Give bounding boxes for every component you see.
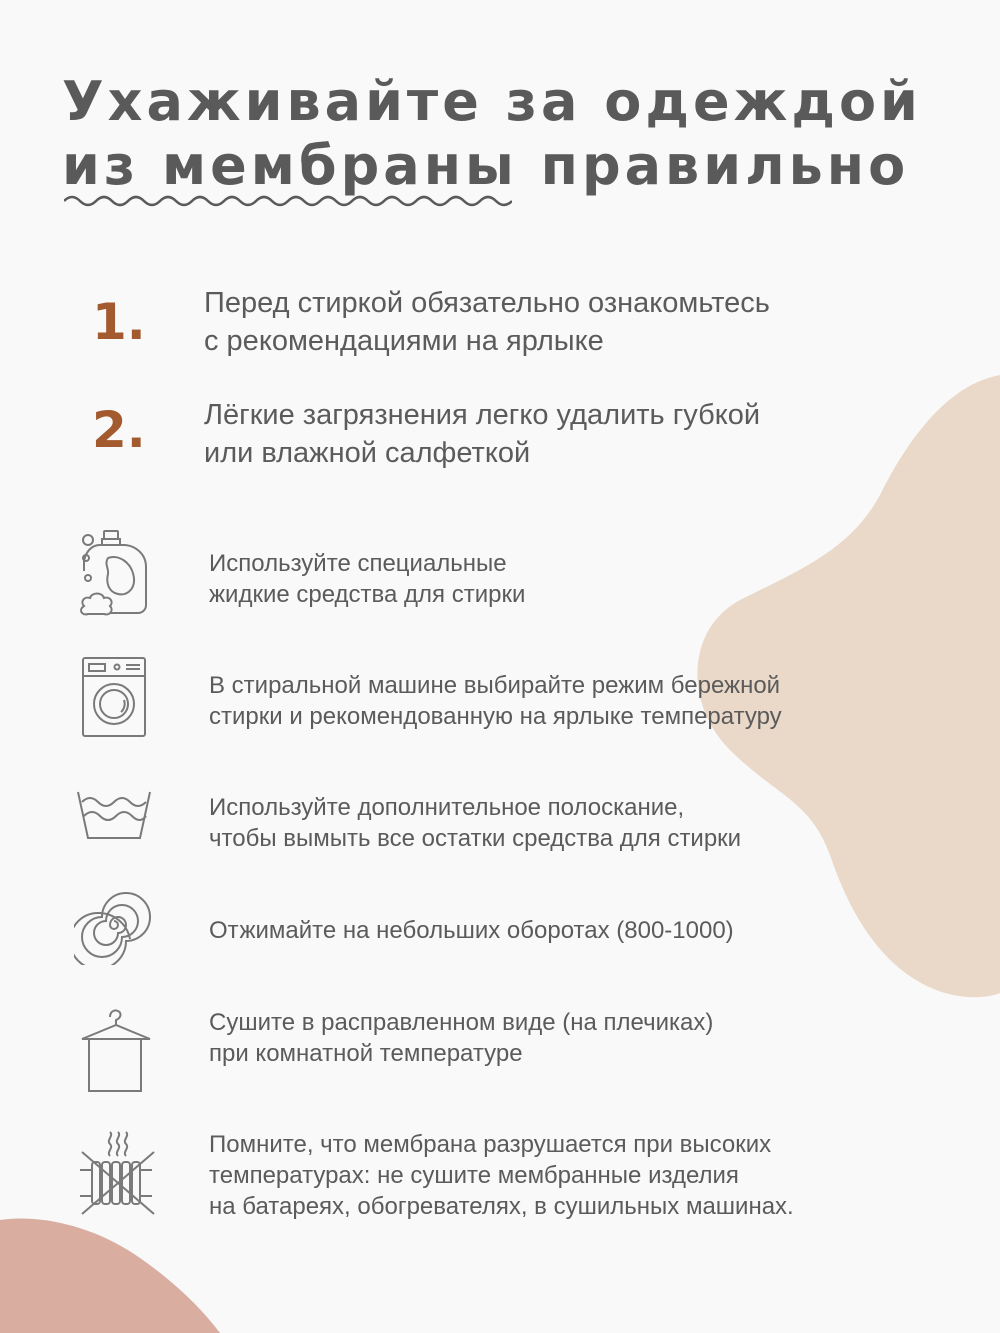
title-line-2: из мембраны правильно: [62, 134, 910, 197]
step-number-1: 1.: [92, 293, 146, 351]
title-line-1: Ухаживайте за одеждой: [62, 70, 922, 133]
tip-2-line-1: В стиральной машине выбирайте режим бережной: [209, 672, 781, 699]
wash-basin-icon: [74, 788, 154, 844]
tip-1-line-1: Используйте специальные: [209, 550, 507, 577]
step-1-line-2: с рекомендациями на ярлыке: [204, 325, 604, 357]
step-text-2: [204, 396, 760, 472]
page-title: [62, 70, 922, 198]
no-radiator-icon: [74, 1128, 158, 1218]
tip-detergent: [209, 548, 525, 610]
tip-high-temperature-warning: [209, 1129, 794, 1222]
tip-spin: [209, 915, 734, 946]
tip-3-line-2: чтобы вымыть все остатки средства для стирки: [209, 825, 742, 852]
tip-3-line-1: Используйте дополнительное полоскание,: [209, 794, 685, 821]
tip-4-line-1: Отжимайте на небольших оборотах (800-1000): [209, 917, 734, 944]
step-text-1: [204, 284, 770, 360]
step-1-line-1: Перед стиркой обязательно ознакомьтесь: [204, 287, 770, 319]
hanger-icon: [74, 1005, 154, 1093]
tip-rinse: [209, 792, 741, 854]
tip-6-line-3: на батареях, обогревателях, в сушильных машинах.: [209, 1193, 794, 1220]
wavy-underline-decoration: [64, 192, 512, 210]
tip-washing-machine: [209, 670, 782, 732]
tip-2-line-2: стирки и рекомендованную на ярлыке температуру: [209, 703, 782, 730]
step-2-line-1: Лёгкие загрязнения легко удалить губкой: [204, 399, 761, 431]
detergent-bottle-icon: [74, 528, 154, 616]
tip-dry-hanger: [209, 1007, 713, 1069]
tip-5-line-1: Сушите в расправленном виде (на плечиках): [209, 1009, 714, 1036]
step-number-2: 2.: [92, 401, 146, 459]
tip-6-line-2: температурах: не сушите мембранные изделия: [209, 1162, 739, 1189]
tip-6-line-1: Помните, что мембрана разрушается при высоких: [209, 1131, 772, 1158]
tip-5-line-2: при комнатной температуре: [209, 1040, 523, 1067]
spin-spiral-icon: [74, 885, 154, 965]
step-2-line-2: или влажной салфеткой: [204, 437, 531, 469]
pink-blob-decoration: [0, 1218, 230, 1333]
washing-machine-icon: [74, 656, 148, 740]
tip-1-line-2: жидкие средства для стирки: [209, 581, 526, 608]
